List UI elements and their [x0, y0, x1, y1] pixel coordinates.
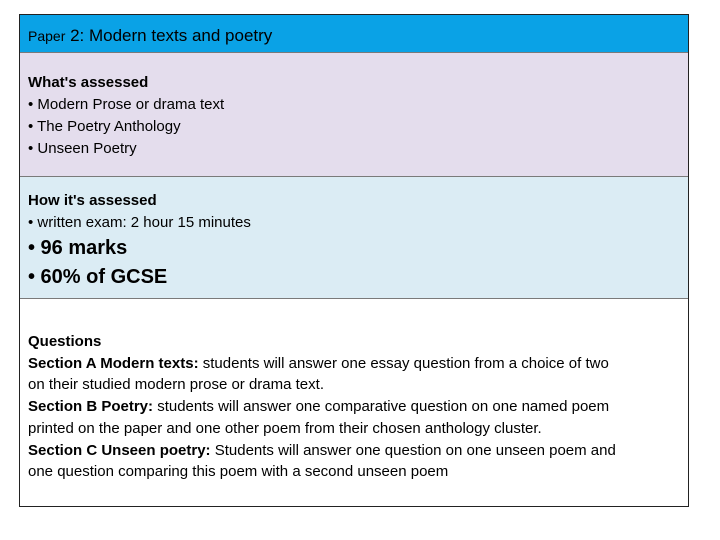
- section-a-text-cont: on their studied modern prose or drama text.: [28, 376, 324, 394]
- paper-label: Paper: [28, 28, 66, 44]
- section-c-label: Section C Unseen poetry:: [28, 441, 211, 459]
- exam-duration: • written exam: 2 hour 15 minutes: [28, 214, 251, 231]
- info-table: [19, 14, 689, 507]
- section-b-text: students will answer one comparative question on one named poem: [153, 398, 610, 416]
- section-a-label: Section A Modern texts:: [28, 354, 199, 372]
- section-b-line: [28, 396, 680, 418]
- assessed-item: • Unseen Poetry: [28, 140, 137, 157]
- assessed-item: • Modern Prose or drama text: [28, 96, 225, 113]
- questions-row: [20, 299, 688, 506]
- whats-assessed-row: [20, 53, 688, 177]
- how-assessed-row: [20, 177, 688, 299]
- paper-title: 2: Modern texts and poetry: [65, 26, 273, 45]
- title-row: [20, 15, 688, 53]
- section-c-line: [28, 440, 680, 462]
- questions-heading: Questions: [28, 333, 102, 350]
- gcse-weight: • 60% of GCSE: [28, 266, 168, 288]
- assessed-item: • The Poetry Anthology: [28, 118, 181, 135]
- section-b-label: Section B Poetry:: [28, 398, 154, 416]
- section-b-text-cont: printed on the paper and one other poem from their chosen anthology cluster.: [28, 419, 542, 437]
- marks-total: • 96 marks: [28, 237, 128, 259]
- section-a-line: [28, 353, 680, 375]
- how-assessed-heading: How it's assessed: [28, 192, 157, 209]
- section-a-text: students will answer one essay question from a choice of two: [198, 354, 609, 372]
- section-c-text-cont: one question comparing this poem with a second unseen poem: [28, 463, 449, 481]
- whats-assessed-heading: What's assessed: [28, 74, 149, 91]
- section-c-text: Students will answer one question on one unseen poem and: [210, 441, 616, 459]
